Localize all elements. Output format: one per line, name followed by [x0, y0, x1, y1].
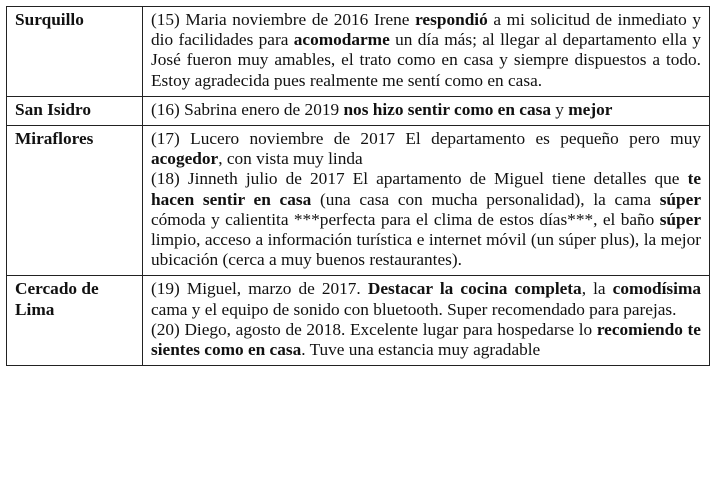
highlighted-phrase: Destacar la cocina completa [367, 279, 582, 299]
review-text: limpio, acceso a información turística e internet móvil (un súper plus), la mejor ubicación (cerca a muy buenos restaurantes). [151, 230, 701, 270]
location-cell: San Isidro [7, 96, 143, 125]
review-paragraph [151, 169, 701, 270]
review-text: (una casa con mucha personalidad), la cama [311, 189, 660, 209]
review-paragraph [151, 100, 701, 120]
review-cell [143, 7, 710, 97]
table-row [7, 276, 710, 366]
review-text: (19) Miguel, marzo de 2017. [151, 279, 368, 299]
review-text: cómoda y calientita ***perfecta para el clima de estos días***, el baño [151, 209, 660, 229]
review-text: (15) Maria noviembre de 2016 Irene [151, 10, 416, 29]
table-row [7, 96, 710, 125]
review-text: (18) Jinneth julio de 2017 El apartamento de Miguel tiene detalles que [151, 169, 688, 189]
highlighted-phrase: acogedor [151, 149, 219, 169]
location-cell: Cercado de Lima [7, 276, 143, 366]
highlighted-phrase: súper [659, 189, 701, 209]
review-text: un día más; al llegar al departamento ella y José fueron muy amables, el trato como en casa y siempre dispuestos a todo. Estoy agradecida pues realmente me sentí como en casa. [151, 30, 701, 90]
review-text: (20) Diego, agosto de 2018. Excelente lugar para hospedarse lo [151, 319, 597, 339]
table-row [7, 7, 710, 97]
highlighted-phrase: acomodarme [293, 30, 390, 50]
review-cell [143, 126, 710, 276]
review-paragraph [151, 129, 701, 169]
review-paragraph [151, 279, 701, 319]
highlighted-phrase: te hacen sentir en casa [151, 169, 701, 209]
review-cell [143, 96, 710, 125]
location-cell: Surquillo [7, 7, 143, 97]
review-paragraph [151, 10, 701, 91]
review-cell [143, 276, 710, 366]
highlighted-phrase: comodísima [612, 279, 701, 299]
review-text: (17) Lucero noviembre de 2017 El departamento es pequeño pero muy [151, 129, 701, 149]
highlighted-phrase: recomiendo te sientes como en casa [151, 319, 701, 360]
review-text: a mi solicitud de inmediato y dio facilidades para [151, 10, 701, 50]
highlighted-phrase: mejor [568, 99, 613, 119]
highlighted-phrase: súper [659, 209, 701, 229]
location-cell: Miraflores [7, 126, 143, 276]
review-text: . Tuve una estancia muy agradable [301, 340, 541, 360]
highlighted-phrase: respondió [415, 10, 488, 29]
reviews-table-body [7, 7, 710, 366]
review-text: y [550, 99, 569, 119]
reviews-table-container [6, 6, 710, 366]
review-text: , la [581, 279, 613, 299]
review-text: (16) Sabrina enero de 2019 [151, 99, 344, 119]
reviews-table [6, 6, 710, 366]
review-text: cama y el equipo de sonido con bluetooth. Super recomendado para parejas. [151, 299, 677, 319]
review-paragraph [151, 320, 701, 360]
table-row [7, 126, 710, 276]
review-text: , con vista muy linda [218, 149, 363, 169]
highlighted-phrase: nos hizo sentir como en casa [343, 99, 551, 119]
